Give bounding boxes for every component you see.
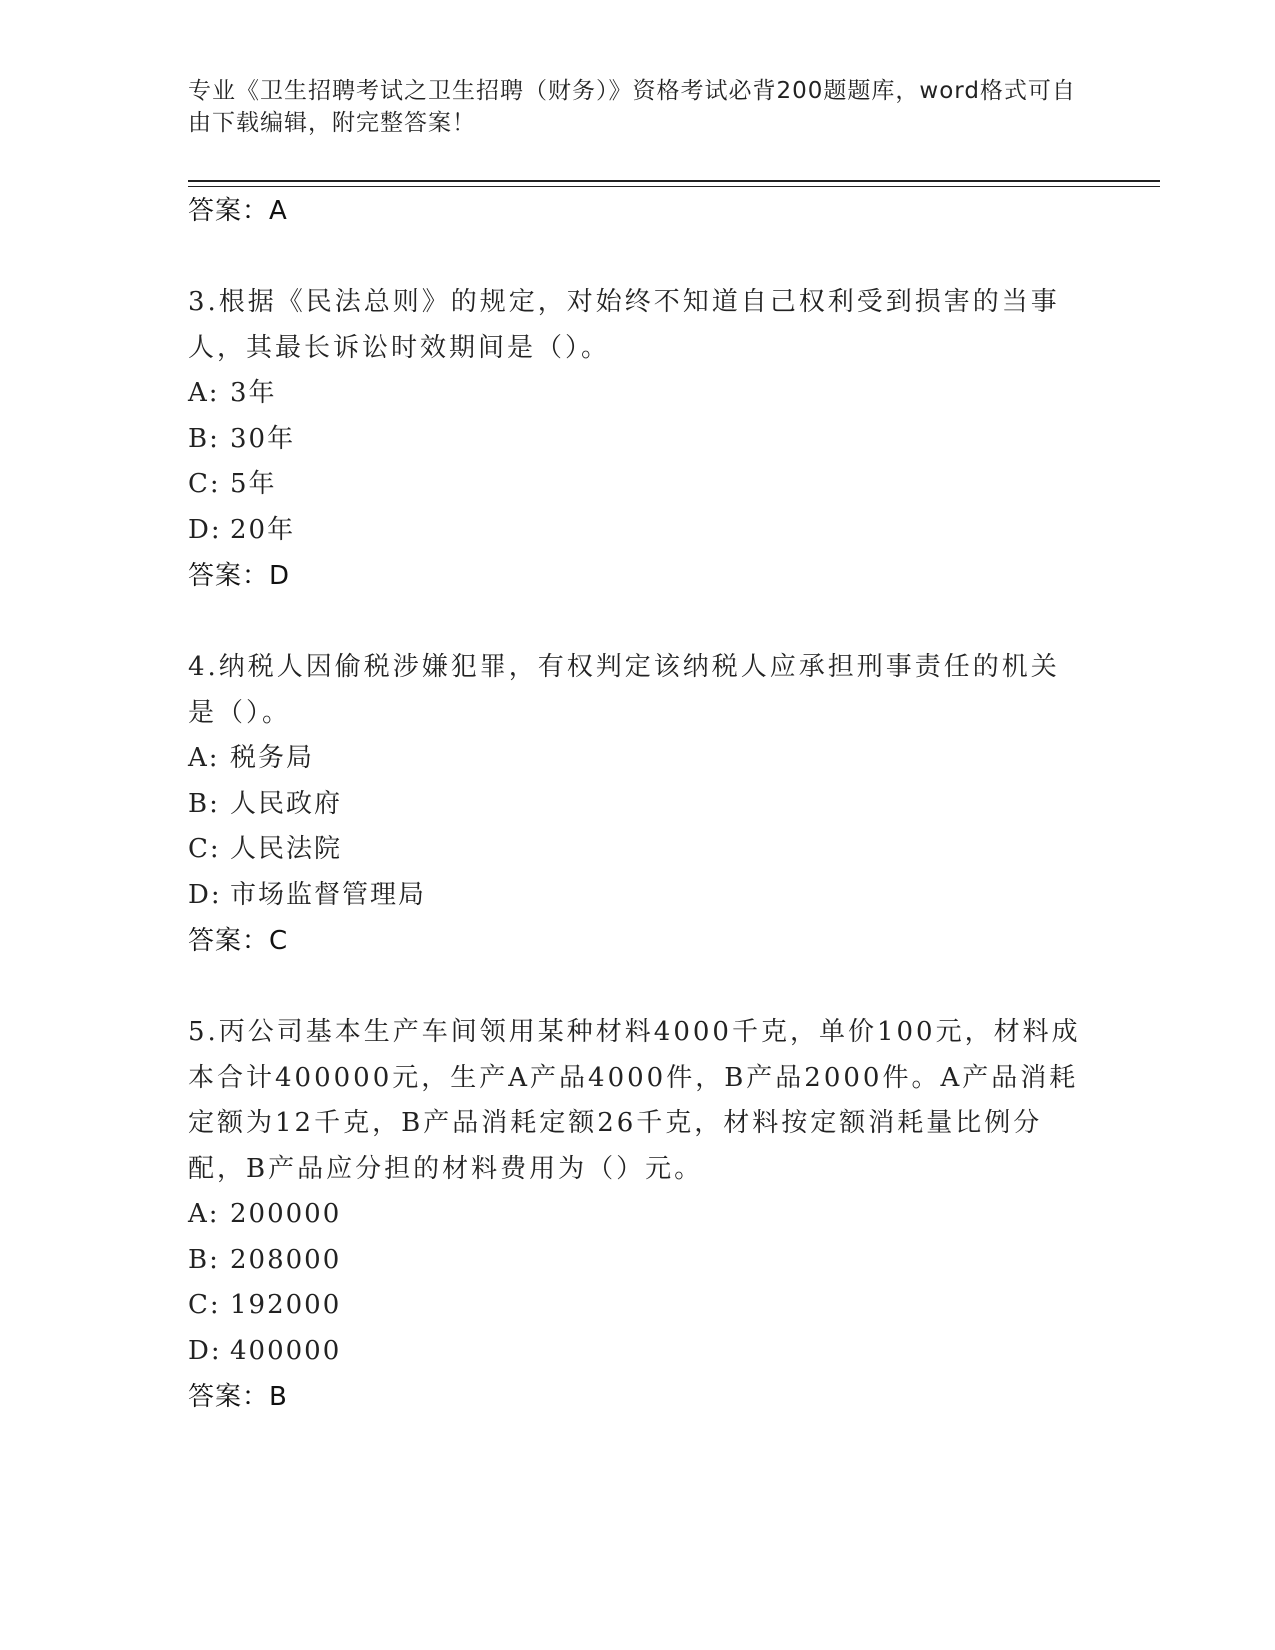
answer-line: 答案：C xyxy=(188,926,289,956)
document-body xyxy=(188,188,1088,1420)
option-d xyxy=(188,508,1088,554)
option-d xyxy=(188,873,1088,919)
answer-line: 答案：D xyxy=(188,561,291,591)
question-5 xyxy=(188,1010,1088,1420)
option-label: C: xyxy=(188,834,221,864)
option-label: D: xyxy=(188,514,222,545)
option-text: 208000 xyxy=(230,1244,342,1275)
question-text: 4.纳税人因偷税涉嫌犯罪，有权判定该纳税人应承担刑事责任的机关是（）。 xyxy=(188,652,1060,728)
option-text: 192000 xyxy=(230,1290,342,1320)
option-text: 200000 xyxy=(230,1199,342,1229)
option-text: 市场监督管理局 xyxy=(230,879,427,910)
option-text: 400000 xyxy=(230,1335,342,1366)
option-c xyxy=(188,1283,1088,1329)
header-divider-thin xyxy=(188,186,1160,187)
option-label: A: xyxy=(188,743,220,773)
option-a xyxy=(188,1192,1088,1238)
question-4 xyxy=(188,645,1088,964)
header-text: 专业《卫生招聘考试之卫生招聘（财务）》资格考试必背200题题库，word格式可自由下载编辑，附完整答案！ xyxy=(188,78,1076,136)
option-b xyxy=(188,417,1088,463)
option-c xyxy=(188,827,1088,873)
option-label: D: xyxy=(188,879,222,910)
option-text: 人民政府 xyxy=(230,788,343,819)
question-3 xyxy=(188,280,1088,599)
option-text: 人民法院 xyxy=(230,834,343,864)
answer-line: 答案：B xyxy=(188,1382,288,1412)
question-text: 3.根据《民法总则》的规定，对始终不知道自己权利受到损害的当事人，其最长诉讼时效期间是（）。 xyxy=(188,287,1060,363)
option-label: D: xyxy=(188,1335,222,1366)
option-b xyxy=(188,1238,1088,1284)
option-text: 20年 xyxy=(230,514,296,545)
option-text: 税务局 xyxy=(230,743,315,773)
option-label: B: xyxy=(188,788,220,819)
option-label: A: xyxy=(188,1199,220,1229)
question-text: 5.丙公司基本生产车间领用某种材料4000千克，单价100元，材料成本合计400000元，生产A产品4000件，B产品2000件。A产品消耗定额为12千克，B产品消耗定额26千克，材料按定额消耗量比例分配，B产品应分担的材料费用为（）元。 xyxy=(188,1017,1081,1184)
option-text: 3年 xyxy=(230,378,277,408)
option-label: B: xyxy=(188,423,220,454)
option-a xyxy=(188,371,1088,417)
option-label: C: xyxy=(188,1290,221,1320)
answer-line: 答案：A xyxy=(188,196,288,226)
option-c xyxy=(188,462,1088,508)
header-divider-thick xyxy=(188,180,1160,182)
document-header xyxy=(188,75,1078,139)
option-a xyxy=(188,736,1088,782)
option-label: A: xyxy=(188,378,220,408)
option-b xyxy=(188,782,1088,828)
option-d xyxy=(188,1329,1088,1375)
option-text: 30年 xyxy=(230,423,296,454)
option-label: B: xyxy=(188,1244,220,1275)
option-text: 5年 xyxy=(230,469,277,499)
option-label: C: xyxy=(188,469,221,499)
